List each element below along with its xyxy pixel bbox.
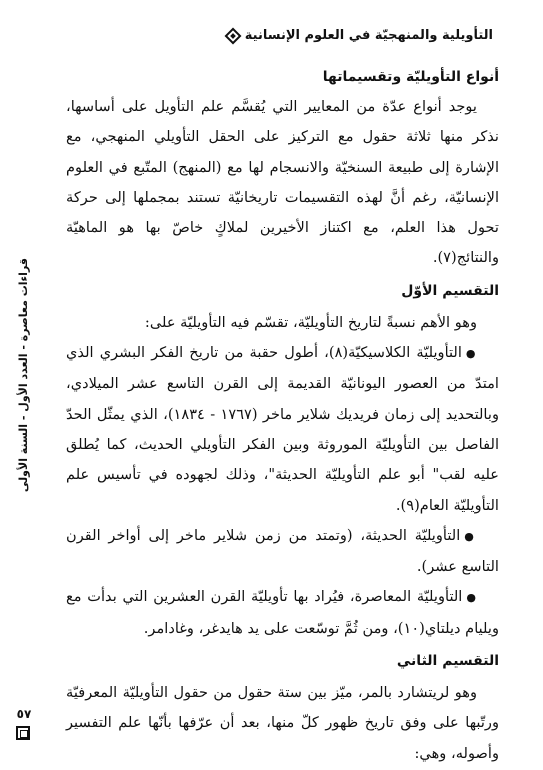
- bullet-icon: ●: [464, 529, 477, 543]
- intro-paragraph: يوجد أنواع عدّة من المعايير التي يُقسَّم علم التأويل على أساسها، نذكر منها ثلاثة حقول مع التركيز على الحقل التأويلي المنهجي، مع الإشارة إلى طبيعة السنخيّة والانسجام لها مع (المنهج) المتّبع في العلوم الإنسانيّة، رغم أنَّ لهذه التقسيمات تاريخانيّة تستند بمجملها إلى حركة تحول هذا العلم، مع اكتناز الأخيرين لملاكٍ خاصّ بها هو الماهيّة والنتائج(٧).: [66, 98, 499, 267]
- bullet-icon: ●: [465, 347, 477, 361]
- section-heading-main: أنواع التأويليّة وتقسيماتها: [322, 69, 499, 85]
- list-item-text: التأويليّة الحديثة، (وتمتد من زمن شلاير ماخر إلى أواخر القرن التاسع عشر).: [66, 526, 499, 576]
- page-body: [66, 62, 499, 769]
- second-division-paragraph: وهو لريتشارد بالمر، ميّز بين ستة حقول من حقول التأويليّة المعرفيّة ورتّبها على وفق تاريخ ظهور كلّ منها، بعد أن عرّفها بأنّها علم التفسير وأصوله، وهي:: [66, 684, 499, 762]
- list-item: [66, 338, 499, 521]
- first-division-intro: وهو الأهم نسبةً لتاريخ التأويليّة، تقسّم فيه التأويليّة على:: [144, 313, 477, 331]
- square-icon: [16, 726, 30, 740]
- journal-info-sidebar: قراءات معاصرة - العدد الأول - السنة الأولى: [17, 258, 30, 493]
- diamond-icon: [224, 27, 241, 44]
- running-header-title: التأويلية والمنهجيّة في العلوم الإنسانية: [244, 28, 493, 43]
- section-heading-first-division: التقسيم الأوّل: [401, 282, 499, 299]
- running-header: [227, 28, 493, 43]
- page-number: ٥٧: [16, 707, 32, 721]
- list-item: [66, 521, 499, 583]
- bullet-icon: ●: [466, 591, 477, 605]
- section-heading-second-division: التقسيم الثاني: [396, 653, 499, 670]
- list-item: [66, 582, 499, 644]
- list-item-text: التأويليّة الكلاسيكيّة(٨)، أطول حقبة من تاريخ الفكر البشري الذي امتدّ من العصور اليونانيّة القديمة إلى القرن التاسع عشر الميلادي، وبالتحديد إلى زمان فريديك شلاير ماخر (١٧٦٧ - ١٨٣٤)، الذي يمثّل الحدّ الفاصل بين التأويليّة الموروثة وبين الفكر التأويلي الحديث، كما يُطلق عليه لقب" أبو علم التأويليّة الحديثة"، وذلك لجهوده في تأسيس علم التأويليّة العام(٩).: [66, 344, 499, 514]
- list-item-text: التأويليّة المعاصرة، فيُراد بها تأويليّة القرن العشرين التي بدأت مع ويليام ديلتاي(١٠)، ومن ثُمَّ توسّعت على يد هايدغر، وغادامر.: [66, 588, 499, 637]
